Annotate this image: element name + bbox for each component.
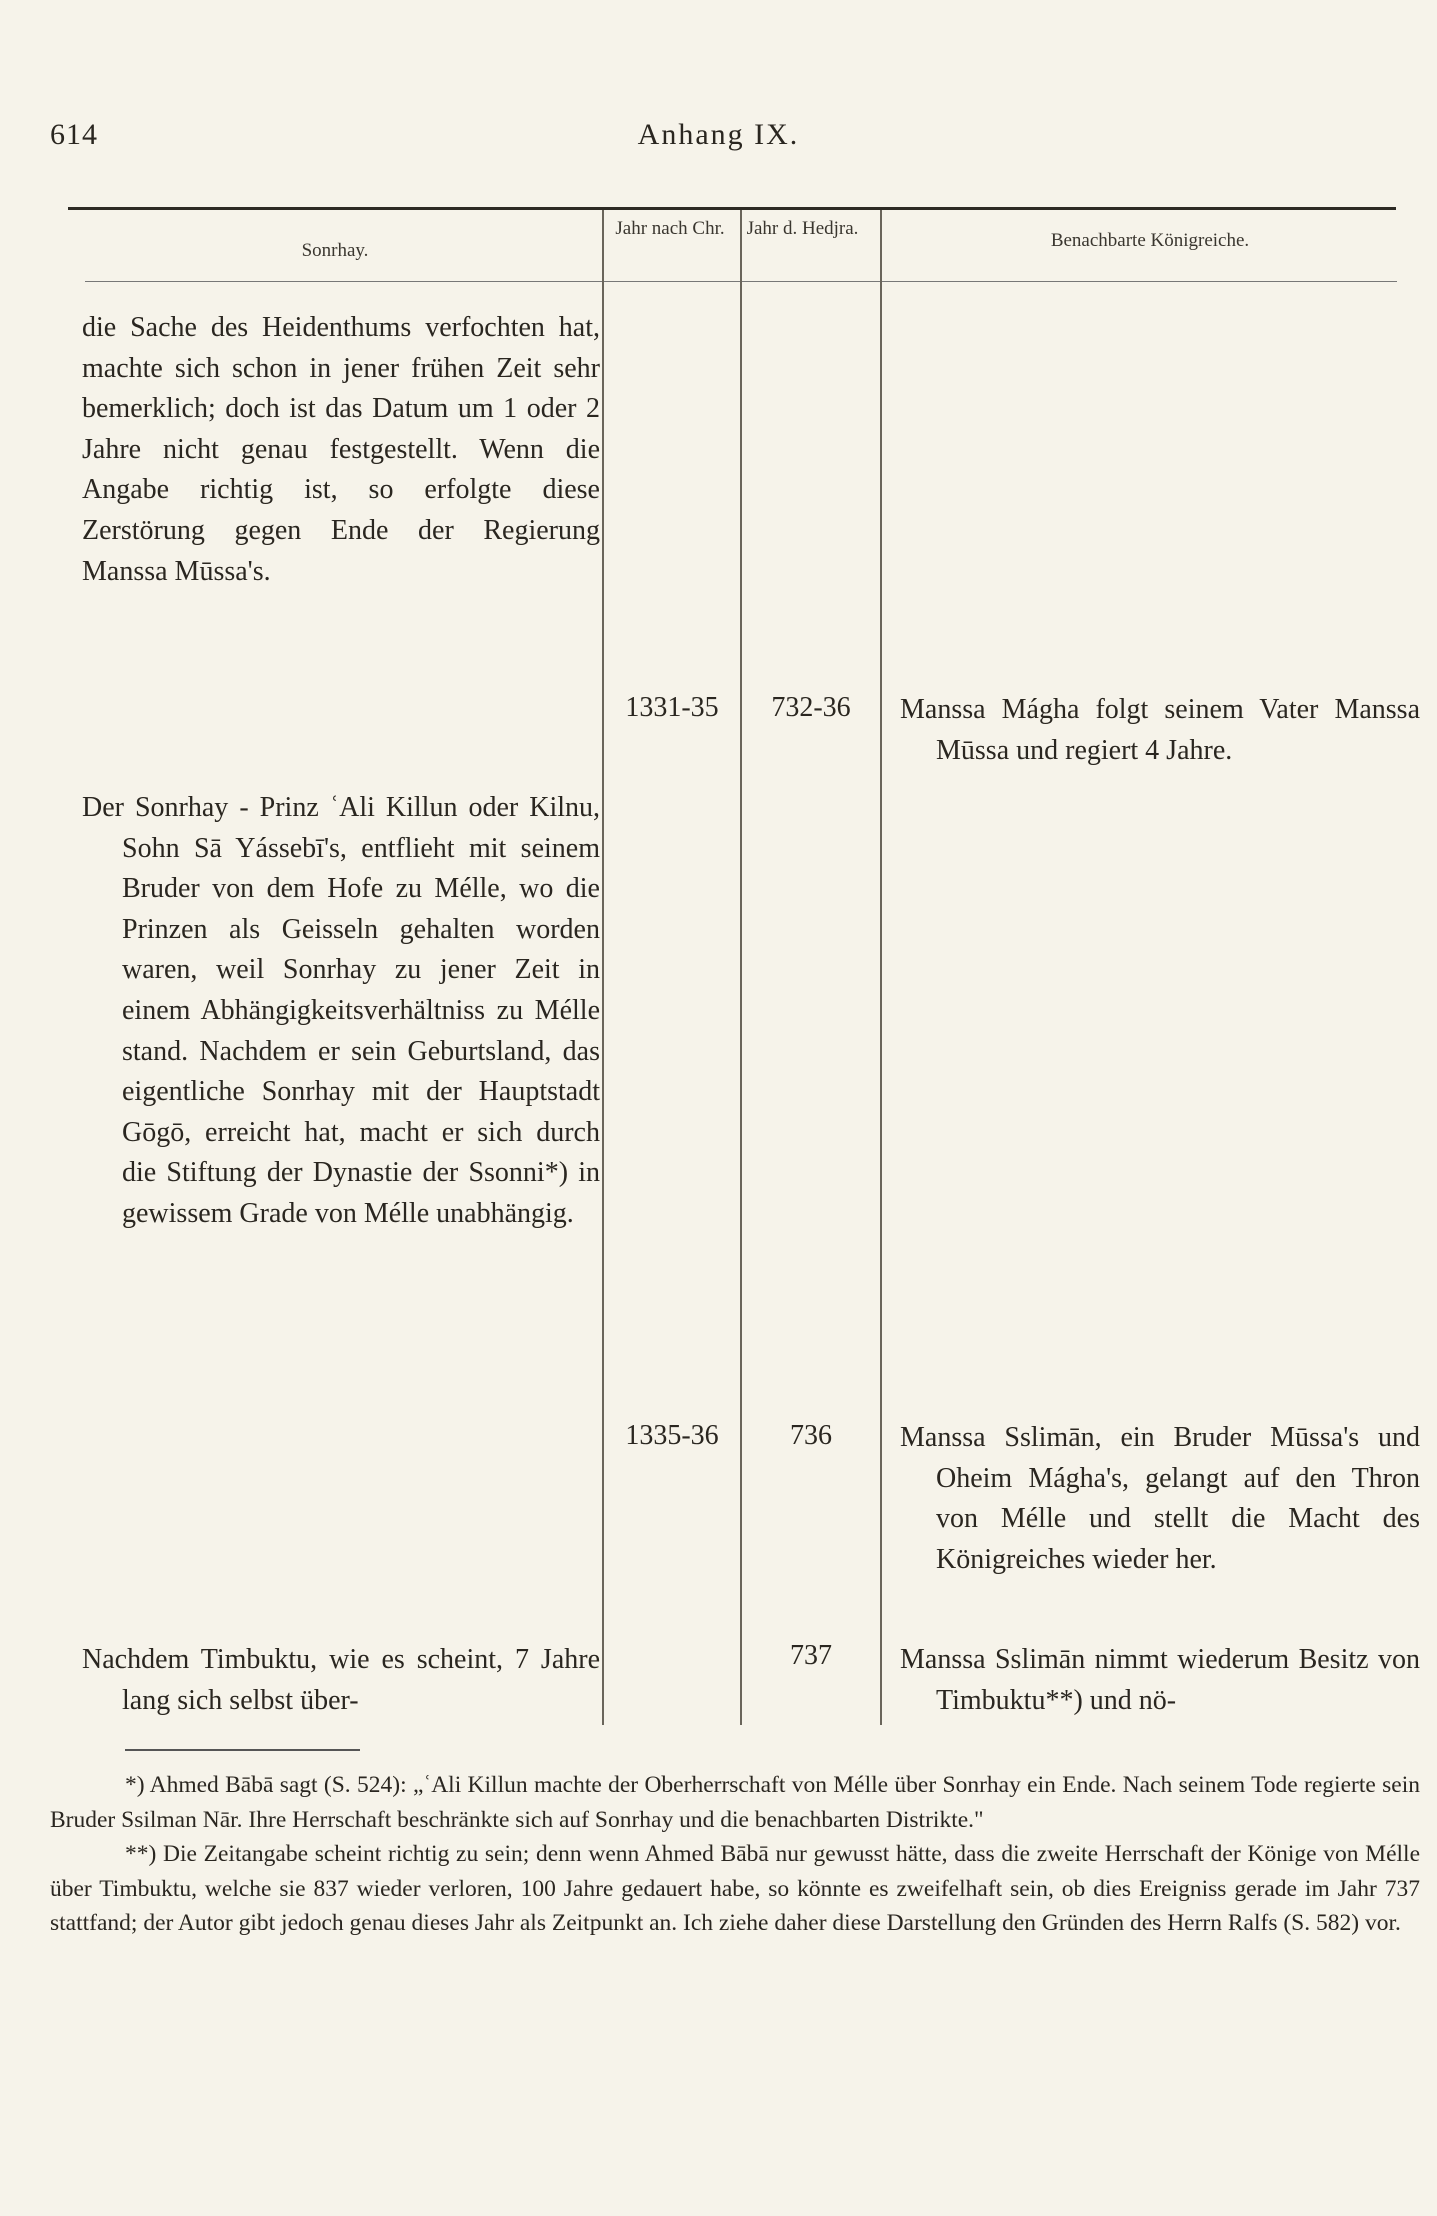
footnote-1: *) Ahmed Bābā sagt (S. 524): „ʿAli Killun machte der Oberherrschaft von Mélle über Sonrhay ein Ende. Nach seinem Tode regierte sein Bruder Ssilman Nār. Ihre Herrschaft beschränkte sich auf Sonrhay und die benachbarten Distrikte." bbox=[50, 1772, 1420, 1833]
neighbor-text-1: Manssa Mágha folgt seinem Vater Manssa Mūssa und regiert 4 Jahre. bbox=[900, 694, 1420, 766]
header-year-ad: Jahr nach Chr. bbox=[615, 218, 725, 239]
header-neighbors: Benachbarte Königreiche. bbox=[1050, 230, 1250, 251]
column-divider-3 bbox=[880, 210, 882, 1725]
year-ah-3: 737 bbox=[790, 1640, 832, 1671]
year-ad-1: 1331-35 bbox=[625, 692, 719, 723]
neighbor-entry-2 bbox=[900, 1418, 1420, 1580]
neighbor-text-2: Manssa Sslimān, ein Bruder Mūssa's und Oheim Mágha's, gelangt auf den Thron von Mélle und stellt die Macht des Königreiches wieder her. bbox=[900, 1422, 1420, 1575]
sonrhay-paragraph-1 bbox=[82, 308, 600, 592]
column-divider-2 bbox=[740, 210, 742, 1725]
sonrhay-text-1: die Sache des Heidenthums verfochten hat, machte sich schon in jener frühen Zeit sehr bemerklich; doch ist das Datum um 1 oder 2 Jahre nicht genau festgestellt. Wenn die Angabe richtig ist, so erfolgte diese Zerstörung gegen Ende der Regierung Manssa Mūssa's. bbox=[82, 312, 600, 587]
header-year-ah: Jahr d. Hedjra. bbox=[746, 218, 859, 239]
footnote-rule bbox=[125, 1749, 360, 1751]
header-sonrhay: Sonrhay. bbox=[301, 240, 369, 261]
year-ah-1: 732-36 bbox=[771, 692, 851, 723]
column-divider-1 bbox=[602, 210, 604, 1725]
neighbor-entry-1 bbox=[900, 690, 1420, 771]
page-number: 614 bbox=[50, 118, 98, 151]
neighbor-text-3: Manssa Sslimān nimmt wiederum Besitz von Timbuktu**) und nö- bbox=[900, 1644, 1420, 1716]
footnote-2: **) Die Zeitangabe scheint richtig zu sein; denn wenn Ahmed Bābā nur gewusst hätte, dass die zweite Herrschaft der Könige von Mélle über Timbuktu, welche sie 837 wieder verloren, 100 Jahre gedauert habe, so könnte es zweifelhaft sein, ob dies Ereigniss gerade im Jahr 737 stattfand; der Autor gibt jedoch genau dieses Jahr als Zeitpunkt an. Ich ziehe daher diese Darstellung den Gründen des Herrn Ralfs (S. 582) vor. bbox=[50, 1841, 1420, 1936]
running-title: Anhang IX. bbox=[637, 118, 800, 151]
year-ah-2: 736 bbox=[790, 1420, 832, 1451]
footnotes bbox=[50, 1768, 1420, 1941]
sonrhay-text-2: Der Sonrhay - Prinz ʿAli Killun oder Kilnu, Sohn Sā Yássebī's, entflieht mit seinem Bruder von dem Hofe zu Mélle, wo die Prinzen als Geisseln gehalten worden waren, weil Sonrhay zu jener Zeit in einem Abhängigkeitsverhältniss zu Mélle stand. Nachdem er sein Geburtsland, das eigentliche Sonrhay mit der Hauptstadt Gōgō, erreicht hat, macht er sich durch die Stiftung der Dynastie der Ssonni*) in gewissem Grade von Mélle unabhängig. bbox=[82, 792, 600, 1229]
top-rule bbox=[68, 207, 1396, 210]
sonrhay-paragraph-3 bbox=[82, 1640, 600, 1721]
year-ad-2: 1335-36 bbox=[625, 1420, 719, 1451]
sonrhay-paragraph-2 bbox=[82, 788, 600, 1235]
sonrhay-text-3: Nachdem Timbuktu, wie es scheint, 7 Jahre lang sich selbst über- bbox=[82, 1644, 600, 1716]
neighbor-entry-3 bbox=[900, 1640, 1420, 1721]
